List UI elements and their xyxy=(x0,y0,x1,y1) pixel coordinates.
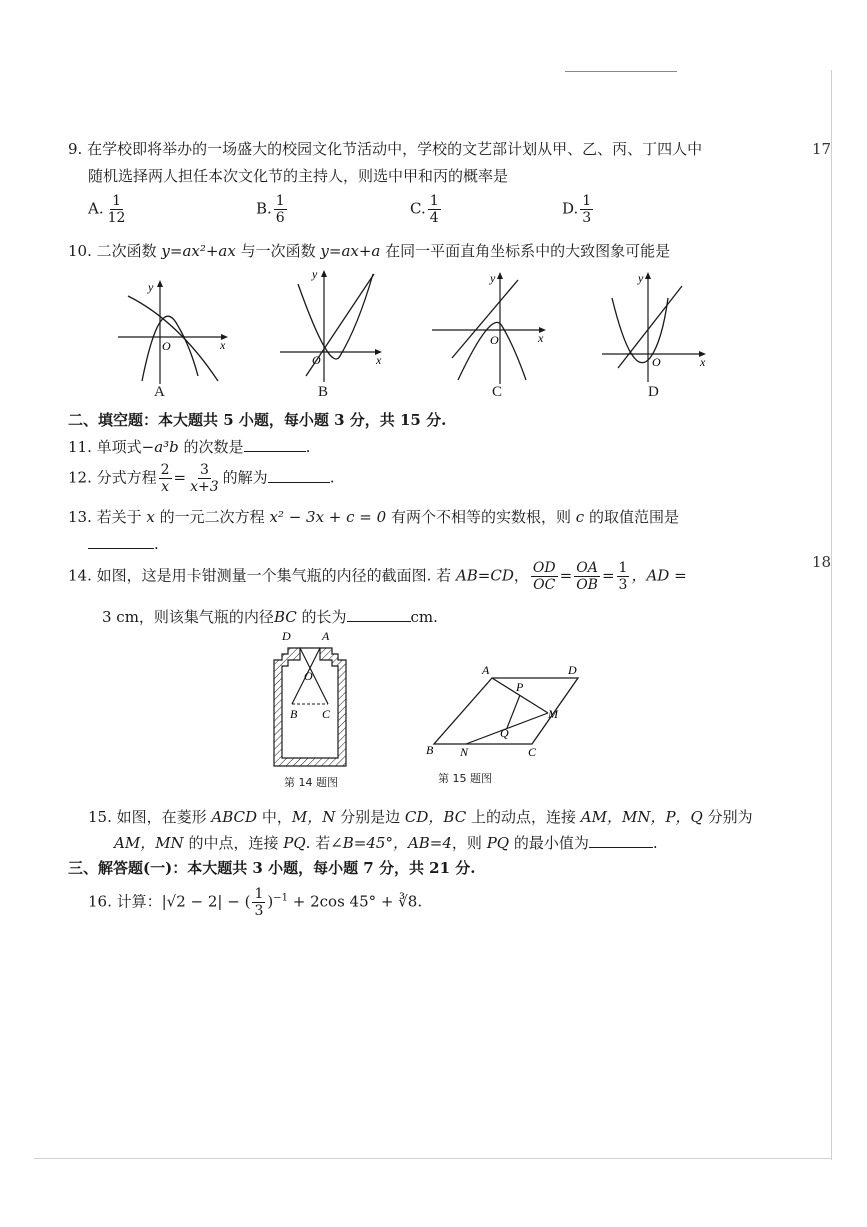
fig14-caption: 第 14 题图 xyxy=(284,776,338,789)
q14-line1: 14. 如图，这是用卡钳测量一个集气瓶的内径的截面图. 若 AB=CD， $\frac{OD}{OC}$ = $\frac{OA}{OB}$ = $\frac{1}{3}$ ，AD = xyxy=(68,560,687,594)
q15-pq2: PQ xyxy=(486,834,510,852)
section2-heading: 二、填空题：本大题共 5 小题，每小题 3 分，共 15 分. xyxy=(68,411,447,429)
q15-line1e: 分别为 xyxy=(707,808,753,826)
frac-den: 4 xyxy=(429,210,439,227)
q13-c: c xyxy=(575,508,585,526)
q15-line2e: 的最小值为 xyxy=(513,834,589,852)
fig15-label-m: M xyxy=(548,707,558,721)
x-axis-label: x xyxy=(700,355,706,369)
origin-label: O xyxy=(312,353,321,367)
frac-num: 1 xyxy=(112,193,121,209)
option-fraction xyxy=(428,193,441,226)
graph-b[interactable] xyxy=(278,264,386,384)
q13-pre: 13. 若关于 xyxy=(68,508,142,526)
parabola xyxy=(298,274,373,359)
y-axis-label: y xyxy=(490,271,496,285)
bottle-wall xyxy=(274,648,346,766)
option-fraction xyxy=(580,193,593,226)
parabola xyxy=(612,298,668,363)
origin-label: O xyxy=(162,339,171,353)
q13-line2 xyxy=(88,533,159,556)
q14-ad: ，AD = xyxy=(631,566,687,585)
q9-option-d[interactable] xyxy=(562,193,595,226)
fig15-label-c: C xyxy=(528,745,537,759)
q11-end: . xyxy=(305,438,311,456)
frac-den: 3 xyxy=(618,577,628,594)
q15-ammn: AM，MN，P，Q xyxy=(580,808,703,826)
q13-post2: 的取值范围是 xyxy=(588,508,679,526)
fig14-label-o: O xyxy=(304,669,313,683)
q10-text xyxy=(68,240,670,263)
q13-line1 xyxy=(68,506,679,529)
x-axis-label: x xyxy=(376,353,382,367)
frac-den: 12 xyxy=(107,210,126,227)
q9-option-c[interactable] xyxy=(410,193,443,226)
q15-line2c: . 若∠ xyxy=(305,834,343,852)
frac-den: 3 xyxy=(582,210,592,227)
origin-label: O xyxy=(490,333,499,347)
y-axis-label: y xyxy=(638,271,644,285)
fig14-label-b: B xyxy=(290,707,298,721)
q11 xyxy=(68,436,310,459)
fig15-label-b: B xyxy=(426,743,434,757)
q15-answer-blank[interactable] xyxy=(589,833,653,848)
q9-line1: 9. 在学校即将举办的一场盛大的校园文化节活动中，学校的文艺部计划从甲、乙、丙、丁四人中 xyxy=(68,140,703,158)
graph-d-label: D xyxy=(648,384,659,400)
frac-num: OD xyxy=(532,560,556,576)
q12-frac2 xyxy=(188,462,221,495)
fig15-caption: 第 15 题图 xyxy=(438,772,492,785)
graph-c-label: C xyxy=(492,384,503,400)
q14-bc: BC xyxy=(273,608,297,626)
option-letter: D. xyxy=(562,199,579,218)
q11-answer-blank[interactable] xyxy=(244,437,306,452)
q16 xyxy=(88,886,422,919)
origin-label: O xyxy=(652,355,661,369)
option-letter: B. xyxy=(256,199,272,218)
q15-mn: M，N xyxy=(291,808,336,826)
y-arrow-icon xyxy=(645,272,651,279)
y-axis-label: y xyxy=(312,267,318,281)
frac-den: OC xyxy=(533,577,556,594)
frac-num: 3 xyxy=(199,462,209,478)
frac-num: 1 xyxy=(618,560,628,576)
frac-den: x+3 xyxy=(190,479,219,496)
option-fraction xyxy=(274,193,287,226)
q13-eq: x² − 3x + c = 0 xyxy=(269,508,387,526)
q12-end: . xyxy=(329,468,335,487)
figure-14 xyxy=(270,626,360,768)
q14-frac2 xyxy=(574,560,600,593)
q12 xyxy=(68,462,334,495)
q15-line2a: AM，MN xyxy=(114,834,184,852)
q16-part1: |√2 − 2| − ( xyxy=(161,892,251,911)
q12-answer-blank[interactable] xyxy=(268,468,330,483)
q16-frac xyxy=(252,886,265,919)
q14-line2b: 的长为 xyxy=(301,608,347,626)
q15-line1c: 分别是边 xyxy=(340,808,401,826)
q15-line2d: ，则 xyxy=(451,834,482,852)
q14-pre: 14. 如图，这是用卡钳测量一个集气瓶的内径的截面图. 若 xyxy=(68,566,452,585)
option-fraction xyxy=(106,193,128,226)
q14-ab: AB=CD xyxy=(455,566,514,585)
q16-part3: + 2cos 45° + ∛8. xyxy=(292,892,423,911)
frac-num: OA xyxy=(576,560,598,576)
q13-answer-blank[interactable] xyxy=(88,534,154,549)
q12-post: 的解为 xyxy=(222,468,268,487)
margin-number-18: 18 xyxy=(812,553,832,571)
option-letter: A. xyxy=(88,199,104,218)
q15-end: . xyxy=(652,834,658,852)
q13-end: . xyxy=(154,535,159,553)
line xyxy=(452,280,518,358)
q16-part2: ) xyxy=(267,892,274,911)
figure-15 xyxy=(420,660,590,764)
frac-den: OB xyxy=(576,577,598,594)
y-axis-label: y xyxy=(148,280,154,294)
q13-var: x xyxy=(146,508,155,526)
q15-pq: PQ xyxy=(283,834,306,852)
q10-suffix: 在同一平面直角坐标系中的大致图象可能是 xyxy=(385,242,671,260)
q14-frac3 xyxy=(617,560,630,593)
q13-mid: 的一元二次方程 xyxy=(159,508,265,526)
q12-frac1 xyxy=(159,462,172,495)
q15-line1 xyxy=(88,806,753,829)
q9-option-b[interactable] xyxy=(256,193,289,226)
header-rule xyxy=(565,71,677,72)
q11-pre: 11. 单项式 xyxy=(68,438,142,456)
q11-expr: −a³b xyxy=(141,438,179,456)
q14-answer-blank[interactable] xyxy=(347,607,411,622)
q10-quadratic: y=ax²+ax xyxy=(161,242,236,260)
fig14-label-a: A xyxy=(322,629,330,643)
fig14-label-c: C xyxy=(322,707,331,721)
q15-line1d: 上的动点，连接 xyxy=(470,808,576,826)
fig15-label-n: N xyxy=(460,745,469,759)
q15-line2b: 的中点，连接 xyxy=(188,834,279,852)
frac-num: 1 xyxy=(582,193,592,209)
line xyxy=(618,286,682,368)
page-edge-bottom xyxy=(34,1158,832,1159)
frac-num: 1 xyxy=(275,193,285,209)
q15-line2 xyxy=(114,832,658,855)
y-arrow-icon xyxy=(321,270,327,277)
q13-post: 有两个不相等的实数根，则 xyxy=(390,508,571,526)
q12-pre: 12. 分式方程 xyxy=(68,468,157,487)
fig15-label-p: P xyxy=(516,680,524,694)
margin-number-17: 17 xyxy=(812,140,832,158)
frac-num: 2 xyxy=(160,462,170,478)
segment-pq xyxy=(507,695,520,728)
x-axis-label: x xyxy=(220,338,226,352)
q9-option-a[interactable] xyxy=(88,193,129,226)
parabola xyxy=(458,322,526,380)
q9-line2: 随机选择两人担任本次文化节的主持人，则选中甲和丙的概率是 xyxy=(88,167,509,185)
q10-linear: y=ax+a xyxy=(320,242,381,260)
graph-d[interactable] xyxy=(602,268,710,384)
q15-abcd: ABCD xyxy=(211,808,258,826)
y-arrow-icon xyxy=(157,280,163,287)
q15-line1b: 中， xyxy=(261,808,292,826)
option-letter: C. xyxy=(410,199,426,218)
line xyxy=(128,296,218,381)
q12-eq: = xyxy=(173,468,187,487)
graph-c[interactable] xyxy=(432,268,548,386)
q15-cdbc: CD，BC xyxy=(404,808,467,826)
x-axis-label: x xyxy=(538,331,544,345)
graph-b-label: B xyxy=(318,384,329,400)
q14-sep: ， xyxy=(513,566,529,585)
fig15-label-a: A xyxy=(482,663,490,677)
section3-heading: 三、解答题(一)：本大题共 3 小题，每小题 7 分，共 21 分. xyxy=(68,859,476,877)
q10-prefix: 10. 二次函数 xyxy=(68,242,157,260)
graph-a[interactable] xyxy=(118,276,230,386)
page-edge-right xyxy=(831,70,832,1160)
q14-frac1 xyxy=(531,560,558,593)
fig15-label-q: Q xyxy=(500,726,509,740)
q11-post: 的次数是 xyxy=(183,438,244,456)
q10-mid: 与一次函数 xyxy=(240,242,316,260)
q14-line2a: 3 cm，则该集气瓶的内径 xyxy=(102,608,274,626)
frac-den: 3 xyxy=(254,903,264,920)
frac-den: x xyxy=(161,479,170,496)
y-arrow-icon xyxy=(497,272,503,279)
graph-a-label: A xyxy=(154,384,165,400)
frac-num: 1 xyxy=(254,886,264,902)
q16-exponent: −1 xyxy=(273,892,288,904)
fig15-label-d: D xyxy=(568,663,577,677)
frac-den: 6 xyxy=(275,210,285,227)
q16-pre: 16. 计算： xyxy=(88,892,162,911)
q15-line1a: 15. 如图，在菱形 xyxy=(88,808,207,826)
q14-unit: cm. xyxy=(410,608,438,626)
q15-b45: B=45°，AB=4 xyxy=(342,834,452,852)
frac-num: 1 xyxy=(429,193,439,209)
fig14-label-d: D xyxy=(282,629,291,643)
